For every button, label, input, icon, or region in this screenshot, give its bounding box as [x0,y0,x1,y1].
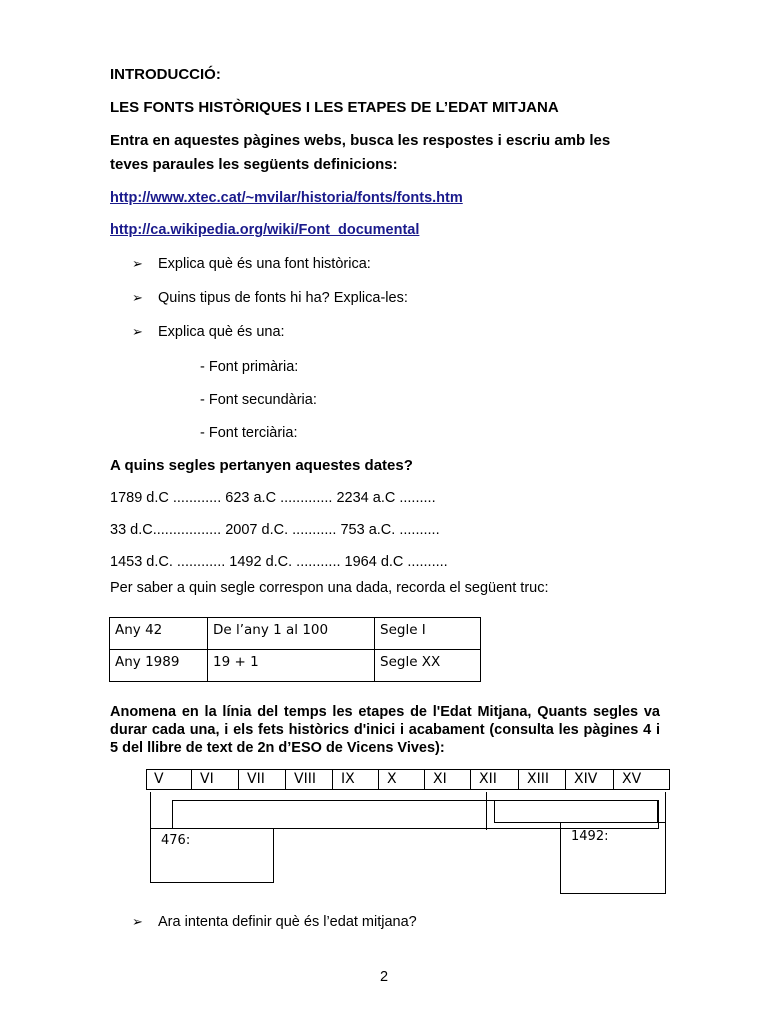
section-title: LES FONTS HISTÒRIQUES I LES ETAPES DE L’EDAT MITJANA [110,99,559,116]
table-cell: Segle XX [375,650,481,682]
start-event-label: 476: [161,833,191,848]
century-ix: IX [333,769,379,790]
link-xtec[interactable]: http://www.xtec.cat/~mvilar/historia/fonts/fonts.htm [110,190,463,206]
instruction-line-2: teves paraules les següents definicions: [110,156,398,173]
source-type-secundaria: - Font secundària: [200,392,317,408]
link-wikipedia[interactable]: http://ca.wikipedia.org/wiki/Font_documental [110,222,420,238]
trick-intro: Per saber a quin segle correspon una dada, recorda el següent truc: [110,580,549,596]
table-cell: De l’any 1 al 100 [208,618,375,650]
arrow-bullet-icon: ➢ [132,290,143,305]
table-row [110,650,481,682]
table-row [110,618,481,650]
page-number: 2 [380,969,389,985]
stage-box-late[interactable] [494,800,658,823]
source-type-primaria: - Font primària: [200,359,299,375]
century-vi: VI [192,769,239,790]
table-cell: Any 42 [110,618,208,650]
century-xv: XV [622,771,642,787]
question-tipus-fonts: ➢ Quins tipus de fonts hi ha? Explica-les: [132,290,408,306]
instruction-line-1: Entra en aquestes pàgines webs, busca les respostes i escriu amb les [110,132,611,149]
table-cell: Segle I [375,618,481,650]
source-type-terciaria: - Font terciària: [200,425,298,441]
century-xiv: XIV [566,769,614,790]
final-question: ➢ Ara intenta definir què és l’edat mitjana? [132,914,417,930]
question-font-historica: ➢ Explica què és una font històrica: [132,256,371,272]
date-line-2: 33 d.C................. 2007 d.C. ........... 753 a.C. .......... [110,522,440,538]
question-explica-una: ➢ Explica què és una: [132,324,285,340]
table-cell: Any 1989 [110,650,208,682]
timeline-instruction: Anomena en la línia del temps les etapes de l'Edat Mitjana, Quants segles va durar cada una, i els fets històrics d'inici i acabament (consulta les pàgines 4 i 5 del llibre de text de 2n d’ESO de Vicens Vives): [110,704,660,756]
century-xii: XII [471,769,519,790]
arrow-bullet-icon: ➢ [132,324,143,339]
century-xiii: XIII [519,769,566,790]
date-line-3: 1453 d.C. ............ 1492 d.C. ........... 1964 d.C .......... [110,554,448,570]
century-v: V [146,769,192,790]
intro-title: INTRODUCCIÓ: [110,66,221,83]
arrow-bullet-icon: ➢ [132,914,143,929]
centuries-title: A quins segles pertanyen aquestes dates? [110,457,413,474]
century-viii: VIII [286,769,333,790]
date-line-1: 1789 d.C ............ 623 a.C ............. 2234 a.C ......... [110,490,436,506]
century-xi: XI [425,769,471,790]
end-event-label: 1492: [571,829,609,844]
arrow-bullet-icon: ➢ [132,256,143,271]
trick-table [109,617,481,682]
century-vii: VII [239,769,286,790]
table-cell: 19 + 1 [208,650,375,682]
century-x: X [379,769,425,790]
